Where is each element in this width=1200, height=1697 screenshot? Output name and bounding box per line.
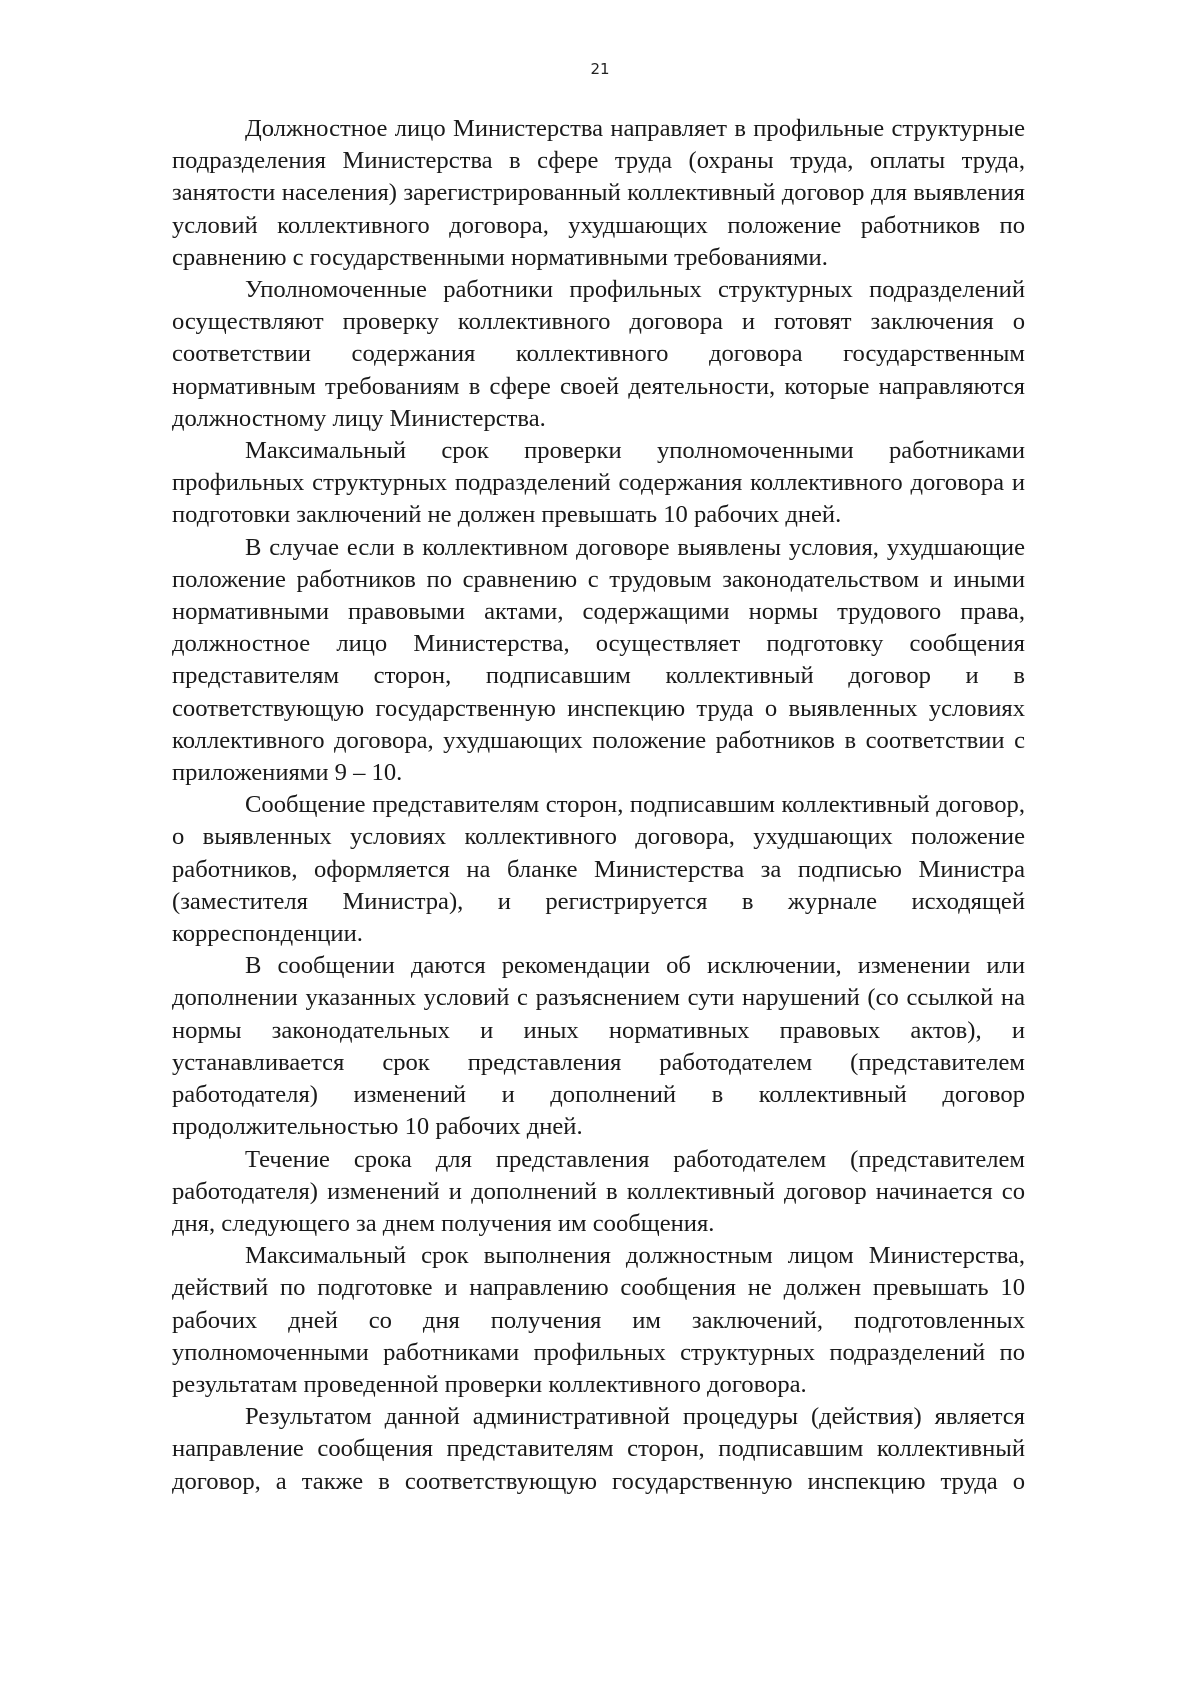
- paragraph-continued: Результатом данной административной процедуры (действия) является направление сообщения представителям сторон, подписавшим коллективный договор, а также в соответствующую государственную инспекцию труда о: [172, 1403, 1025, 1495]
- paragraph: Максимальный срок проверки уполномоченными работниками профильных структурных подразделений содержания коллективного договора и подготовки заключений не должен превышать 10 рабочих дней.: [172, 437, 1025, 529]
- paragraph: Должностное лицо Министерства направляет в профильные структурные подразделения Министерства в сфере труда (охраны труда, оплаты труда, занятости населения) зарегистрированный коллективный договор для выявления условий коллективного договора, ухудшающих положение работников по сравнению с государственными нормативными требованиями.: [172, 115, 1025, 271]
- paragraph: Уполномоченные работники профильных структурных подразделений осуществляют проверку коллективного договора и готовят заключения о соответствии содержания коллективного договора государственным нормативным требованиям в сфере своей деятельности, которые направляются должностному лицу Министерства.: [172, 276, 1025, 432]
- paragraph: Сообщение представителям сторон, подписавшим коллективный договор, о выявленных условиях коллективного договора, ухудшающих положение работников, оформляется на бланке Министерства за подписью Министра (заместителя Министра), и регистрируется в журнале исходящей корреспонденции.: [172, 791, 1025, 948]
- paragraph: В сообщении даются рекомендации об исключении, изменении или дополнении указанных условий с разъяснением сути нарушений (со ссылкой на нормы законодательных и иных нормативных правовых актов), и устанавливается срок представления работодателем (представителем работодателя) изменений и дополнений в коллективный договор продолжительностью 10 рабочих дней.: [172, 952, 1025, 1141]
- paragraph: Максимальный срок выполнения должностным лицом Министерства, действий по подготовке и направлению сообщения не должен превышать 10 рабочих дней со дня получения им заключений, подготовленных уполномоченными работниками профильных структурных подразделений по результатам проведенной проверки коллективного договора.: [172, 1242, 1025, 1398]
- page-number: 21: [590, 60, 610, 78]
- document-body: [172, 113, 1025, 1498]
- paragraph: В случае если в коллективном договоре выявлены условия, ухудшающие положение работников по сравнению с трудовым законодательством и иными нормативными правовыми актами, содержащими нормы трудового права, должностное лицо Министерства, осуществляет подготовку сообщения представителям сторон, подписавшим коллективный договор и в соответствующую государственную инспекцию труда о выявленных условиях коллективного договора, ухудшающих положение работников в соответствии с приложениями 9 – 10.: [172, 533, 1025, 787]
- paragraph: Течение срока для представления работодателем (представителем работодателя) изменений и дополнений в коллективный договор начинается со дня, следующего за днем получения им сообщения.: [172, 1145, 1025, 1237]
